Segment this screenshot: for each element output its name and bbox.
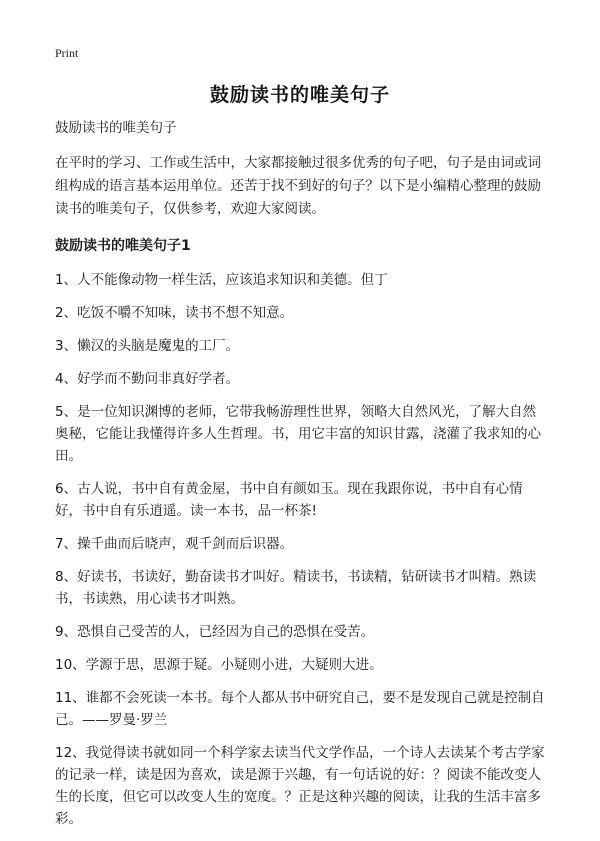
quote-item-3: 3、懒汉的头脑是魔鬼的工厂。 [55,338,240,354]
quote-item-1: 1、人不能像动物一样生活，应该追求知识和美德。但丁 [55,272,388,288]
section-heading: 鼓励读书的唯美句子1 [55,238,191,254]
quote-item-7: 7、操千曲而后晓声，观千剑而后识器。 [55,536,294,552]
intro-paragraph: 在平时的学习、工作或生活中，大家都接触过很多优秀的句子吧，句子是由词或词组构成的语言基本运用单位。还苦于找不到好的句子？以下是小编精心整理的鼓励读书的唯美句子，仅供参考，欢迎大家阅读。 [55,155,541,217]
document-subtitle: 鼓励读书的唯美句子 [55,120,177,136]
print-label: Print [55,46,79,60]
page-title: 鼓励读书的唯美句子 [209,84,390,106]
quote-item-2: 2、吃饭不嚼不知味，读书不想不知意。 [55,305,294,321]
document-body [55,117,545,841]
quote-item-6: 6、古人说，书中自有黄金屋，书中自有颜如玉。现在我跟你说，书中自有心情好，书中自有乐逍遥。读一本书，品一杯茶! [55,481,523,519]
quote-item-8: 8、好读书，书读好，勤奋读书才叫好。精读书，书读精，钻研读书才叫精。熟读书，书读熟，用心读书才叫熟。 [55,569,537,607]
quote-item-11: 11、谁都不会死读一本书。每个人都从书中研究自己，要不是发现自己就是控制自己。——罗曼·罗兰 [55,690,545,728]
quote-item-10: 10、学源于思，思源于疑。小疑则小进，大疑则大进。 [55,657,383,673]
quote-item-5: 5、是一位知识渊博的老师，它带我畅游理性世界，领略大自然风光，了解大自然奥秘，它能让我懂得许多人生哲理。书，用它丰富的知识甘露，浇灌了我求知的心田。 [55,404,541,464]
quote-item-12: 12、我觉得读书就如同一个科学家去读当代文学作品，一个诗人去读某个考古学家的记录一样，读是因为喜欢，读是源于兴趣，有一句话说的好：？阅读不能改变人生的长度，但它可以改变人生的宽度。？正是这种兴趣的阅读，让我的生活丰富多彩。 [55,745,545,827]
quote-item-9: 9、恐惧自己受苦的人，已经因为自己的恐惧在受苦。 [55,624,375,640]
quote-item-4: 4、好学而不勤问非真好学者。 [55,371,240,387]
